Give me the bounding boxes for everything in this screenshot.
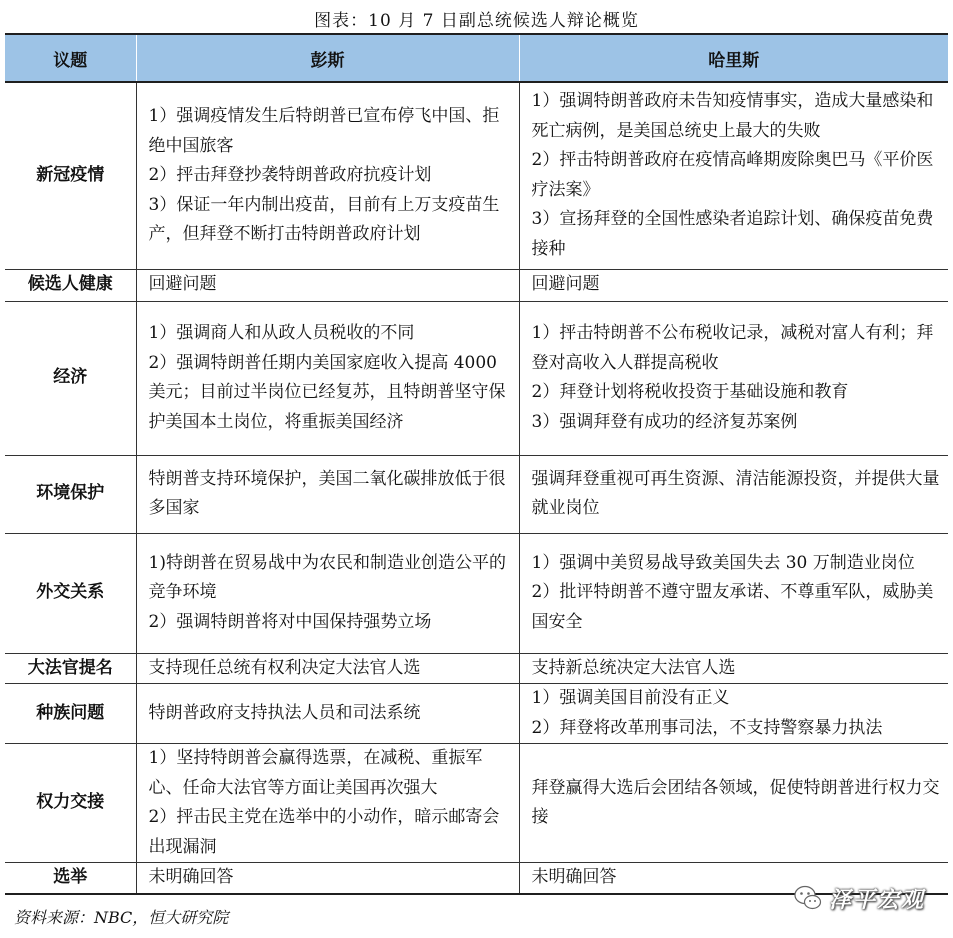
row-topic: 候选人健康	[5, 269, 136, 301]
row-pence-cell	[136, 863, 519, 894]
pence-point: 2）强调特朗普任期内美国家庭收入提高 4000 美元；目前过半岗位已经复苏，且特朗普坚守保护美国本土岗位，将重振美国经济	[148, 352, 506, 432]
watermark-text: 泽平宏观	[829, 887, 926, 913]
pence-point: 1）坚持特朗普会赢得选票，在减税、重振军心、任命大法官等方面让美国再次强大	[148, 748, 483, 798]
header-harris: 哈里斯	[519, 34, 948, 82]
pence-point: 特朗普政府支持执法人员和司法系统	[148, 702, 421, 723]
debate-table	[5, 33, 948, 895]
row-topic: 选举	[5, 863, 136, 894]
header-pence: 彭斯	[136, 34, 519, 82]
table-row	[5, 533, 948, 653]
table-row	[5, 82, 948, 269]
table-row	[5, 301, 948, 455]
pence-point: 回避问题	[148, 274, 217, 295]
harris-point: 未明确回答	[531, 867, 617, 887]
row-harris-cell	[519, 269, 948, 301]
table-row	[5, 744, 948, 863]
table-body	[5, 82, 948, 894]
row-pence-cell	[136, 684, 519, 744]
row-topic: 新冠疫情	[5, 82, 136, 269]
harris-point: 1）强调特朗普政府未告知疫情事实，造成大量感染和死亡病例，是美国总统史上最大的失败	[531, 91, 934, 141]
source-note: 资料来源：NBC，恒大研究院	[14, 908, 229, 927]
row-topic: 外交关系	[5, 533, 136, 653]
watermark	[793, 880, 951, 916]
row-topic: 经济	[5, 301, 136, 455]
row-pence-cell	[136, 455, 519, 533]
pence-point: 未明确回答	[148, 867, 234, 887]
harris-point: 支持新总统决定大法官人选	[531, 657, 736, 678]
harris-point: 拜登赢得大选后会团结各领域，促使特朗普进行权力交接	[531, 777, 940, 827]
pence-point: 3）保证一年内制出疫苗，目前有上万支疫苗生产，但拜登不断打击特朗普政府计划	[148, 194, 500, 244]
table-caption: 图表：10 月 7 日副总统候选人辩论概览	[314, 11, 639, 31]
row-harris-cell	[519, 533, 948, 653]
harris-point: 2）抨击特朗普政府在疫情高峰期废除奥巴马《平价医疗法案》	[531, 150, 934, 200]
pence-point: 1）强调疫情发生后特朗普已宣布停飞中国、拒绝中国旅客	[148, 106, 500, 156]
row-harris-cell	[519, 653, 948, 684]
harris-point: 3）强调拜登有成功的经济复苏案例	[531, 411, 798, 432]
wechat-icon	[793, 883, 823, 913]
harris-point: 1）抨击特朗普不公布税收记录，减税对富人有利；拜登对高收入人群提高税收	[531, 323, 934, 373]
row-topic: 权力交接	[5, 744, 136, 863]
row-pence-cell	[136, 533, 519, 653]
row-harris-cell	[519, 82, 948, 269]
row-harris-cell	[519, 301, 948, 455]
pence-point: 2）抨击拜登抄袭特朗普政府抗疫计划	[148, 165, 432, 185]
harris-point: 强调拜登重视可再生资源、清洁能源投资，并提供大量就业岗位	[531, 468, 940, 518]
header-topic: 议题	[5, 34, 136, 82]
row-topic: 种族问题	[5, 684, 136, 744]
row-harris-cell	[519, 744, 948, 863]
harris-point: 2）拜登计划将税收投资于基础设施和教育	[531, 382, 849, 402]
row-harris-cell	[519, 684, 948, 744]
table-row	[5, 455, 948, 533]
pence-point: 2）强调特朗普将对中国保持强势立场	[148, 611, 432, 632]
table-row	[5, 269, 948, 301]
pence-point: 2）抨击民主党在选举中的小动作，暗示邮寄会出现漏洞	[148, 807, 500, 857]
row-harris-cell	[519, 455, 948, 533]
row-topic: 环境保护	[5, 455, 136, 533]
pence-point: 支持现任总统有权利决定大法官人选	[148, 657, 421, 678]
row-pence-cell	[136, 653, 519, 684]
header-row	[5, 34, 948, 82]
pence-point: 特朗普支持环境保护，美国二氧化碳排放低于很多国家	[148, 468, 506, 518]
harris-point: 1）强调中美贸易战导致美国失去 30 万制造业岗位	[531, 552, 915, 573]
table-row	[5, 684, 948, 744]
row-pence-cell	[136, 744, 519, 863]
harris-point: 3）宣扬拜登的全国性感染者追踪计划、确保疫苗免费接种	[531, 209, 934, 259]
row-topic: 大法官提名	[5, 653, 136, 684]
table-row	[5, 653, 948, 684]
row-pence-cell	[136, 301, 519, 455]
row-pence-cell	[136, 269, 519, 301]
pence-point: 1）强调商人和从政人员税收的不同	[148, 323, 415, 343]
row-pence-cell	[136, 82, 519, 269]
harris-point: 1）强调美国目前没有正义	[531, 688, 730, 708]
pence-point: 1)特朗普在贸易战中为农民和制造业创造公平的竞争环境	[148, 552, 506, 603]
harris-point: 2）拜登将改革刑事司法，不支持警察暴力执法	[531, 717, 883, 738]
harris-point: 2）批评特朗普不遵守盟友承诺、不尊重军队，威胁美国安全	[531, 582, 934, 632]
harris-point: 回避问题	[531, 274, 600, 295]
